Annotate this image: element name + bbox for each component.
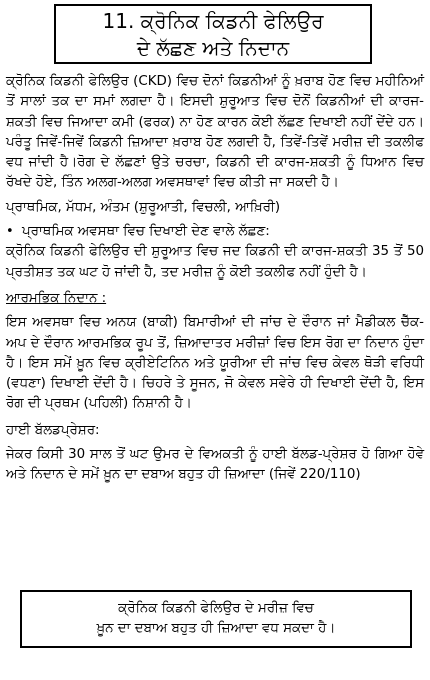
initial-diagnosis-heading: ਆਰਮਭਿਕ ਨਿਦਾਨ : bbox=[6, 290, 107, 306]
high-blood-pressure-heading: ਹਾਈ ਬੱਲਡਪ੍ਰੇਸ਼ਰ: bbox=[6, 422, 100, 438]
stages-line: ਪ੍ਰਾਥਮਿਕ, ਮੱਧਮ, ਅੰਤਮ (ਸ਼ੁਰੂਆਤੀ, ਵਿਚਲੀ, ਆਖ਼ਿਰੀ) bbox=[6, 199, 281, 215]
early-symptoms-paragraph: ਕ੍ਰੋਨਿਕ ਕਿਡਨੀ ਫੇਲਿਉਰ ਦੀ ਸ਼ੁਰੂਆਤ ਵਿਚ ਜਦ ਕਿਡਨੀ ਦੀ ਕਾਰਜ-ਸ਼ਕਤੀ 35 ਤੋਂ 50 ਪ੍ਰਤੀਸ਼ਤ ਤਕ ਘਟ ਹੋ ਜਾਂਦੀ ਹੈ, ਤਦ ਮਰੀਜ਼ ਨੂੰ ਕੋਈ ਤਕਲੀਫ ਨਹੀਂ ਹੁੰਦੀ ਹੈ। bbox=[6, 244, 424, 280]
initial-diagnosis-paragraph: ਇਸ ਅਵਸਥਾ ਵਿਚ ਅਨਯ (ਬਾਕੀ) ਬਿਮਾਰੀਆਂ ਦੀ ਜਾਂਚ ਦੇ ਦੌਰਾਨ ਜਾਂ ਮੈਡੀਕਲ ਚੈੱਕ-ਅਪ ਦੇ ਦੌਰਾਨ ਆਰਮਭਿਕ ਰੂਪ ਤੋਂ, ਜ਼ਿਆਦਾਤਰ ਮਰੀਜ਼ਾਂ ਵਿਚ ਇਸ ਰੋਗ ਦਾ ਨਿਦਾਨ ਹੁੰਦਾ ਹੈ। ਇਸ ਸਮੇਂ ਖ਼ੂਨ ਵਿਚ ਕ੍ਰੀਏਟਿਨਿਨ ਅਤੇ ਯੂਰੀਆ ਦੀ ਜਾਂਚ ਵਿਚ ਕੇਵਲ ਥੋੜੀ ਵਰਿਧੀ (ਵਧਣਾ) ਦਿਖਾਈ ਦੇਂਦੀ ਹੈ। ਚਿਹਰੇ ਤੇ ਸੂਜਨ, ਜੋ ਕੇਵਲ ਸਵੇਰੇ ਹੀ ਦਿਖਾਈ ਦੇਂਦੀ ਹੈ, ਇਸ ਰੋਗ ਦੀ ਪ੍ਰਥਮ (ਪਹਿਲੀ) ਨਿਸ਼ਾਨੀ ਹੈ। bbox=[6, 315, 424, 412]
chapter-title-line-1: 11. ਕ੍ਰੋਨਿਕ ਕਿਡਨੀ ਫੇਲਿਉਰ bbox=[102, 9, 324, 33]
high-blood-pressure-paragraph: ਜੇਕਰ ਕਿਸੀ 30 ਸਾਲ ਤੋਂ ਘਟ ਉਮਰ ਦੇ ਵਿਅਕਤੀ ਨੂੰ ਹਾਈ ਬੱਲਡ-ਪ੍ਰੇਸ਼ਰ ਹੋ ਗਿਆ ਹੋਵੇ ਅਤੇ ਨਿਦਾਨ ਦੇ ਸਮੇਂ ਖ਼ੂਨ ਦਾ ਦਬਾਅ ਬਹੁਤ ਹੀ ਜ਼ਿਆਦਾ (ਜਿਵੇਂ 220/110) bbox=[6, 447, 424, 483]
note-line-1: ਕ੍ਰੋਨਿਕ ਕਿਡਨੀ ਫੇਲਿਉਰ ਦੇ ਮਰੀਜ਼ ਵਿਚ bbox=[118, 601, 314, 616]
chapter-title-box bbox=[54, 4, 372, 64]
early-symptoms-heading bbox=[6, 222, 424, 242]
early-symptoms-heading-text: ਪ੍ਰਾਥਮਿਕ ਅਵਸਥਾ ਵਿਚ ਦਿਖਾਈ ਦੇਣ ਵਾਲੇ ਲੱਛਣ: bbox=[22, 224, 270, 240]
chapter-title-line-2: ਦੇ ਲੱਛਣ ਅਤੇ ਨਿਦਾਨ bbox=[136, 36, 290, 60]
highlight-note-box bbox=[20, 590, 412, 648]
bullet-icon: • bbox=[6, 224, 14, 240]
note-line-2: ਖ਼ੂਨ ਦਾ ਦਬਾਅ ਬਹੁਤ ਹੀ ਜ਼ਿਆਦਾ ਵਧ ਸਕਦਾ ਹੈ। bbox=[96, 621, 336, 636]
chapter-body bbox=[6, 72, 424, 490]
intro-paragraph: ਕ੍ਰੋਨਿਕ ਕਿਡਨੀ ਫੇਲਿਉਰ (CKD) ਵਿਚ ਦੋਨਾਂ ਕਿਡਨੀਆਂ ਨੂੰ ਖ਼ਰਾਬ ਹੋਣ ਵਿਚ ਮਹੀਨਿਆਂ ਤੋਂ ਸਾਲਾਂ ਤਕ ਦਾ ਸਮਾਂ ਲਗਦਾ ਹੈ। ਇਸਦੀ ਸ਼ੁਰੂਆਤ ਵਿਚ ਦੋਨੋਂ ਕਿਡਨੀਆਂ ਦੀ ਕਾਰਜ-ਸ਼ਕਤੀ ਵਿਚ ਜਿਆਦਾ ਕਮੀ (ਫਰਕ) ਨਾ ਹੋਣ ਕਾਰਨ ਕੋਈ ਲੱਛਣ ਦਿਖਾਈ ਨਹੀਂ ਦੇਂਦੇ ਹਨ। ਪਰੰਤੂ ਜਿਵੇਂ-ਜਿਵੇਂ ਕਿਡਨੀ ਜ਼ਿਆਦਾ ਖ਼ਰਾਬ ਹੋਣ ਲਗਦੀ ਹੈ, ਤਿਵੇਂ-ਤਿਵੇਂ ਮਰੀਜ਼ ਦੀ ਤਕਲੀਫ ਵਧ ਜਾਂਦੀ ਹੈ।ਰੋਗ ਦੇ ਲੱਛਣਾਂ ਉਤੇ ਚਰਚਾ, ਕਿਡਨੀ ਦੀ ਕਾਰਜ-ਸ਼ਕਤੀ ਨੂੰ ਧਿਆਨ ਵਿਚ ਰੱਖਦੇ ਹੋਏ, ਤਿੰਨ ਅਲਗ-ਅਲਗ ਅਵਸਥਾਵਾਂ ਵਿਚ ਕੀਤੀ ਜਾ ਸਕਦੀ ਹੈ। bbox=[6, 74, 424, 191]
